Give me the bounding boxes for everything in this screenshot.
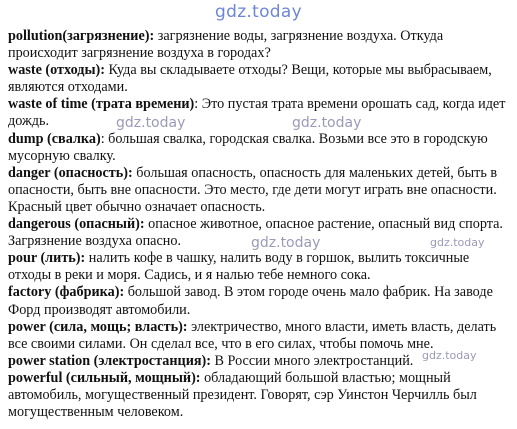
entry-pour bbox=[8, 250, 511, 284]
watermark: gdz.today bbox=[251, 235, 321, 251]
entry-text: : большая свалка, городская свалка. Возьми все это в городскую мусорную свалку. bbox=[8, 130, 488, 164]
entry-term: powerful (сильный, мощный): bbox=[8, 369, 201, 386]
entry-danger bbox=[8, 165, 511, 216]
vocabulary-list bbox=[8, 28, 511, 421]
entry-text: электричество, много власти, иметь власть, делать все своими силами. Он сделал все, что в его силах, чтобы помочь мне. bbox=[8, 318, 497, 352]
entry-term: power (сила, мощь; власть): bbox=[8, 318, 188, 335]
entry-term: dangerous (опасный): bbox=[8, 216, 145, 233]
entry-term: pollution(загрязнение): bbox=[8, 28, 155, 44]
entry-power-station bbox=[8, 353, 511, 370]
watermark: gdz.today bbox=[422, 349, 477, 362]
watermark: gdz.today bbox=[292, 115, 362, 131]
entry-powerful bbox=[8, 370, 511, 421]
watermark: gdz.today bbox=[430, 236, 485, 249]
entry-dangerous bbox=[8, 216, 511, 250]
entry-power bbox=[8, 319, 511, 353]
entry-text: В России много электростанций. bbox=[211, 352, 414, 369]
entry-text: большой завод. В этом городе очень мало фабрик. На заводе Форд производят автомобили. bbox=[8, 284, 493, 318]
watermark-top: gdz.today bbox=[215, 2, 302, 22]
entry-text: обладающий большой властью; мощный автомобиль, могущественный президент. Говорят, сэр Уинстон Черчилль был могущественным человеком. bbox=[8, 369, 477, 421]
entry-term: pour (лить): bbox=[8, 250, 86, 267]
entry-dump bbox=[8, 131, 511, 165]
entry-pollution bbox=[8, 28, 511, 62]
entry-term: dump (свалка) bbox=[8, 130, 101, 147]
entry-waste-of-time bbox=[8, 96, 511, 130]
entry-term: waste of time (трата времени) bbox=[8, 96, 195, 113]
entry-text: загрязнение воды, загрязнение воздуха. Откуда происходит загрязнение воздуха в городах? bbox=[8, 28, 444, 62]
entry-factory bbox=[8, 284, 511, 318]
entry-text: : Это пустая трата времени орошать сад, когда идет дождь. bbox=[8, 96, 506, 130]
entry-text: опасное животное, опасное растение, опасный вид спорта. Загрязнение воздуха опасно. bbox=[8, 216, 503, 250]
entry-text: налить кофе в чашку, налить воду в горшок, вылить токсичные отходы в реки и моря. Садись, и я налью тебе немного сока. bbox=[8, 250, 470, 284]
entry-waste bbox=[8, 62, 511, 96]
entry-term: power station (электростанция): bbox=[8, 352, 211, 369]
entry-text: большая опасность, опасность для маленьких детей, быть в опасности, быть вне опасности. Это место, где дети могут играть вне опасности. Красный цвет обычно означает опасность. bbox=[8, 164, 498, 215]
entry-term: danger (опасность): bbox=[8, 164, 133, 181]
entry-text: Куда вы складываете отходы? Вещи, которые мы выбрасываем, являются отходами. bbox=[8, 62, 492, 96]
entry-term: factory (фабрика): bbox=[8, 284, 125, 301]
entry-term: waste (отходы): bbox=[8, 62, 105, 79]
watermark: gdz.today bbox=[116, 115, 186, 131]
